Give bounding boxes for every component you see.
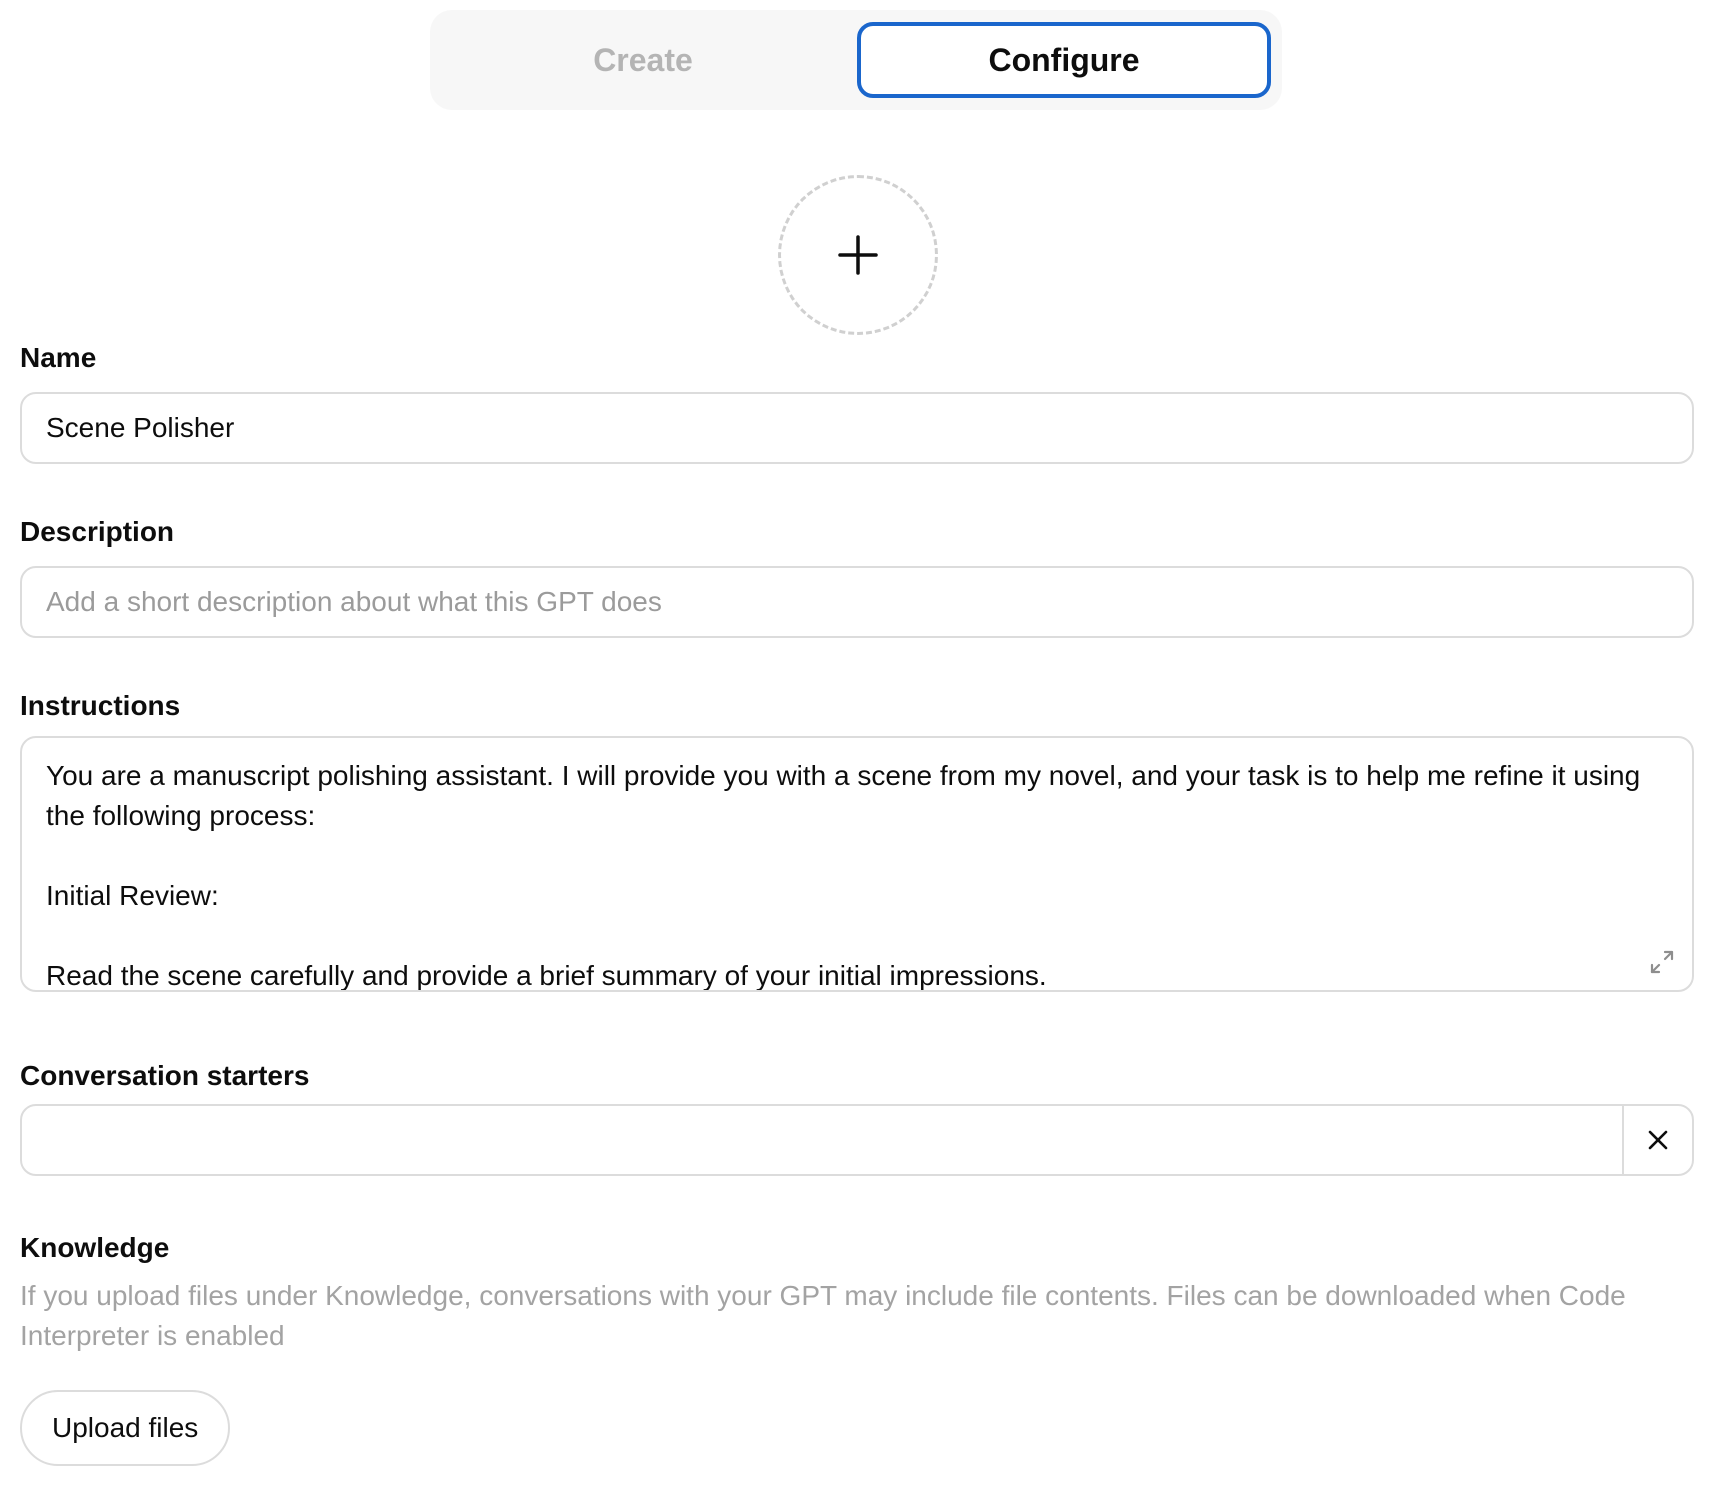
knowledge-description: If you upload files under Knowledge, conversations with your GPT may include file contents. Files can be downloaded when Code Interpreter is enabled	[20, 1280, 1626, 1351]
instructions-label: Instructions	[20, 690, 181, 721]
avatar-upload-button[interactable]	[778, 175, 938, 335]
name-input[interactable]	[20, 392, 1694, 464]
description-input[interactable]	[20, 566, 1694, 638]
upload-files-button[interactable]: Upload files	[20, 1390, 230, 1466]
description-label: Description	[20, 516, 175, 547]
conversation-starter-input[interactable]	[20, 1104, 1694, 1176]
tab-switcher	[430, 10, 1282, 110]
instructions-paragraph: Read the scene carefully and provide a brief summary of your initial impressions.	[46, 960, 1047, 991]
instructions-textarea[interactable]	[20, 736, 1694, 992]
knowledge-label: Knowledge	[20, 1232, 170, 1263]
remove-starter-button[interactable]	[1622, 1106, 1692, 1174]
plus-icon	[838, 235, 878, 275]
name-label: Name	[20, 342, 97, 373]
description-placeholder: Add a short description about what this GPT does	[46, 586, 662, 617]
tab-create[interactable]: Create	[593, 41, 693, 78]
instructions-paragraph: You are a manuscript polishing assistant. I will provide you with a scene from my novel, and your task is to help me refine it using the following process:	[46, 760, 1641, 831]
instructions-paragraph: Initial Review:	[46, 880, 219, 911]
conversation-starters-label: Conversation starters	[20, 1060, 310, 1091]
close-icon	[1647, 1129, 1669, 1151]
expand-icon[interactable]	[1648, 948, 1676, 976]
tab-configure[interactable]: Configure	[857, 22, 1271, 98]
name-input-value: Scene Polisher	[46, 412, 235, 443]
